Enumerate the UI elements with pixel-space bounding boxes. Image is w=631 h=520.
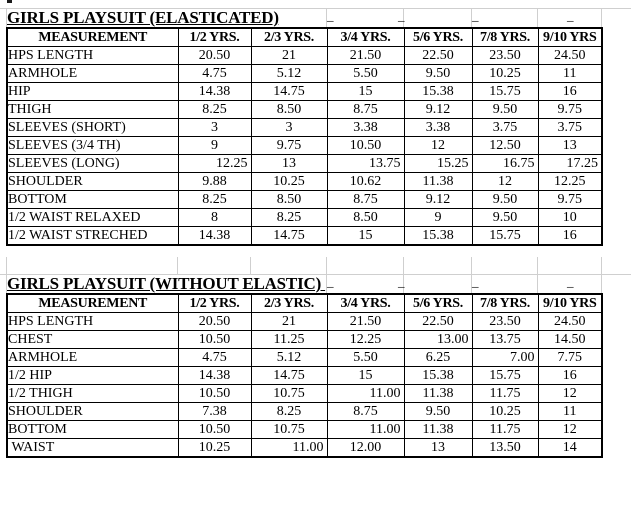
value-cell[interactable]: 16 [538, 227, 602, 246]
value-cell[interactable]: 8.25 [251, 209, 327, 227]
table-row [7, 421, 602, 439]
table-row [7, 119, 602, 137]
empty-cell-underscore: _ [398, 274, 405, 289]
value-cell[interactable]: 14.75 [251, 83, 327, 101]
value-cell[interactable]: 12 [472, 173, 538, 191]
value-cell[interactable]: 21 [251, 47, 327, 65]
value-cell[interactable]: 13.75 [327, 155, 404, 173]
row-label[interactable]: 1/2 WAIST RELAXED [7, 209, 178, 227]
value-cell[interactable]: 21.50 [327, 47, 404, 65]
value-cell[interactable]: 9.88 [178, 173, 251, 191]
sheet-gridline [537, 257, 538, 274]
value-cell[interactable]: 8.25 [178, 101, 251, 119]
value-cell[interactable]: 10.50 [327, 137, 404, 155]
column-header[interactable]: MEASUREMENT [7, 294, 178, 313]
sheet-gridline [6, 257, 7, 274]
table-row [7, 227, 602, 246]
value-cell[interactable]: 10.25 [178, 439, 251, 458]
row-label[interactable]: SLEEVES (LONG) [7, 155, 178, 173]
value-cell[interactable]: 12.50 [472, 137, 538, 155]
value-cell[interactable]: 4.75 [178, 349, 251, 367]
value-cell[interactable]: 12.00 [327, 439, 404, 458]
table-row [7, 439, 602, 458]
value-cell[interactable]: 16.75 [472, 155, 538, 173]
column-header[interactable]: 1/2 YRS. [178, 294, 251, 313]
column-header[interactable]: 3/4 YRS. [327, 294, 404, 313]
table-row [7, 367, 602, 385]
value-cell[interactable]: 8.50 [251, 101, 327, 119]
value-cell[interactable]: 11 [538, 403, 602, 421]
value-cell[interactable]: 3 [178, 119, 251, 137]
value-cell[interactable]: 5.12 [251, 349, 327, 367]
value-cell[interactable]: 20.50 [178, 313, 251, 331]
value-cell[interactable]: 15.25 [404, 155, 472, 173]
row-label[interactable]: THIGH [7, 101, 178, 119]
value-cell[interactable]: 14.38 [178, 227, 251, 246]
value-cell[interactable]: 11.38 [404, 173, 472, 191]
sheet-gridline [6, 8, 7, 27]
column-header[interactable]: 9/10 YRS [538, 28, 602, 47]
value-cell[interactable]: 15.38 [404, 227, 472, 246]
value-cell[interactable]: 15 [327, 367, 404, 385]
value-cell[interactable]: 11.38 [404, 421, 472, 439]
value-cell[interactable]: 13.50 [472, 439, 538, 458]
column-header[interactable]: 2/3 YRS. [251, 28, 327, 47]
value-cell[interactable]: 10.25 [472, 65, 538, 83]
row-label[interactable]: ARMHOLE [7, 349, 178, 367]
value-cell[interactable]: 13 [251, 155, 327, 173]
empty-cell-underscore: _ [398, 8, 405, 23]
column-header[interactable]: 9/10 YRS [538, 294, 602, 313]
value-cell[interactable]: 9 [404, 209, 472, 227]
value-cell[interactable]: 8.75 [327, 403, 404, 421]
value-cell[interactable]: 14.75 [251, 367, 327, 385]
value-cell[interactable]: 24.50 [538, 313, 602, 331]
table-title-row [6, 274, 601, 293]
value-cell[interactable]: 10 [538, 209, 602, 227]
value-cell[interactable]: 8 [178, 209, 251, 227]
value-cell[interactable]: 20.50 [178, 47, 251, 65]
value-cell[interactable]: 7.75 [538, 349, 602, 367]
empty-cell-underscore: _ [472, 274, 479, 289]
value-cell[interactable]: 10.62 [327, 173, 404, 191]
sheet-gridline [537, 8, 538, 27]
table-title[interactable]: GIRLS PLAYSUIT (WITHOUT ELASTIC) [7, 274, 326, 293]
column-header[interactable]: 7/8 YRS. [472, 294, 538, 313]
value-cell[interactable]: 10.50 [178, 385, 251, 403]
value-cell[interactable]: 11.75 [472, 421, 538, 439]
row-label[interactable]: BOTTOM [7, 191, 178, 209]
value-cell[interactable]: 11.00 [327, 385, 404, 403]
column-header[interactable]: 7/8 YRS. [472, 28, 538, 47]
empty-cell-underscore: _ [327, 8, 334, 23]
size-chart-table [6, 293, 603, 458]
value-cell[interactable]: 10.25 [472, 403, 538, 421]
row-label[interactable]: SLEEVES (SHORT) [7, 119, 178, 137]
row-label[interactable]: SLEEVES (3/4 TH) [7, 137, 178, 155]
table-row [7, 155, 602, 173]
value-cell[interactable]: 8.50 [327, 209, 404, 227]
header-row [7, 28, 602, 47]
value-cell[interactable]: 16 [538, 83, 602, 101]
row-label[interactable]: HPS LENGTH [7, 313, 178, 331]
value-cell[interactable]: 9.50 [404, 65, 472, 83]
value-cell[interactable]: 15.75 [472, 367, 538, 385]
sheet-gridline [471, 257, 472, 274]
value-cell[interactable]: 11.75 [472, 385, 538, 403]
value-cell[interactable]: 10.50 [178, 421, 251, 439]
row-label[interactable]: SHOULDER [7, 173, 178, 191]
value-cell[interactable]: 11.25 [251, 331, 327, 349]
value-cell[interactable]: 17.25 [538, 155, 602, 173]
size-chart-table [6, 27, 603, 246]
row-label[interactable]: WAIST [7, 439, 178, 458]
row-label[interactable]: 1/2 THIGH [7, 385, 178, 403]
value-cell[interactable]: 23.50 [472, 313, 538, 331]
sheet-gridline [403, 257, 404, 274]
table-row [7, 101, 602, 119]
value-cell[interactable]: 9.50 [472, 209, 538, 227]
value-cell[interactable]: 8.50 [251, 191, 327, 209]
screen-artifact [7, 0, 12, 3]
value-cell[interactable]: 9.75 [251, 137, 327, 155]
value-cell[interactable]: 12 [538, 385, 602, 403]
column-header[interactable]: 5/6 YRS. [404, 294, 472, 313]
value-cell[interactable]: 15 [327, 227, 404, 246]
table-title[interactable]: GIRLS PLAYSUIT (ELASTICATED) [7, 8, 279, 27]
value-cell[interactable]: 9.12 [404, 191, 472, 209]
value-cell[interactable]: 7.38 [178, 403, 251, 421]
value-cell[interactable]: 13.75 [472, 331, 538, 349]
sheet-gridline [537, 274, 538, 293]
value-cell[interactable]: 16 [538, 367, 602, 385]
table-row [7, 209, 602, 227]
value-cell[interactable]: 14.75 [251, 227, 327, 246]
value-cell[interactable]: 23.50 [472, 47, 538, 65]
row-label[interactable]: 1/2 HIP [7, 367, 178, 385]
row-label[interactable]: 1/2 WAIST STRECHED [7, 227, 178, 246]
empty-cell-underscore: _ [567, 8, 574, 23]
value-cell[interactable]: 12 [404, 137, 472, 155]
row-label[interactable]: HPS LENGTH [7, 47, 178, 65]
value-cell[interactable]: 12.25 [538, 173, 602, 191]
table-row [7, 137, 602, 155]
value-cell[interactable]: 6.25 [404, 349, 472, 367]
value-cell[interactable]: 9.50 [472, 191, 538, 209]
value-cell[interactable]: 13.00 [404, 331, 472, 349]
table-row [7, 65, 602, 83]
value-cell[interactable]: 8.75 [327, 191, 404, 209]
value-cell[interactable]: 3.38 [327, 119, 404, 137]
sheet-gridline [601, 257, 602, 274]
sheet-gridline [601, 8, 602, 27]
value-cell[interactable]: 5.12 [251, 65, 327, 83]
value-cell[interactable]: 14.38 [178, 367, 251, 385]
sheet-gridline [6, 274, 7, 293]
value-cell[interactable]: 10.50 [178, 331, 251, 349]
table-row [7, 313, 602, 331]
value-cell[interactable]: 3 [251, 119, 327, 137]
header-row [7, 294, 602, 313]
value-cell[interactable]: 11.38 [404, 385, 472, 403]
value-cell[interactable]: 3.75 [472, 119, 538, 137]
table-row [7, 331, 602, 349]
row-label[interactable]: SHOULDER [7, 403, 178, 421]
sheet-gridline [601, 274, 602, 293]
value-cell[interactable]: 21.50 [327, 313, 404, 331]
value-cell[interactable]: 9.12 [404, 101, 472, 119]
sheet-gridline [250, 257, 251, 274]
value-cell[interactable]: 4.75 [178, 65, 251, 83]
value-cell[interactable]: 5.50 [327, 65, 404, 83]
empty-sheet-row [0, 255, 631, 275]
value-cell[interactable]: 10.75 [251, 421, 327, 439]
value-cell[interactable]: 15.75 [472, 227, 538, 246]
value-cell[interactable]: 10.25 [251, 173, 327, 191]
table-row [7, 83, 602, 101]
value-cell[interactable]: 12 [538, 421, 602, 439]
value-cell[interactable]: 12.25 [178, 155, 251, 173]
value-cell[interactable]: 13 [404, 439, 472, 458]
value-cell[interactable]: 15.38 [404, 83, 472, 101]
value-cell[interactable]: 8.75 [327, 101, 404, 119]
value-cell[interactable]: 9 [178, 137, 251, 155]
value-cell[interactable]: 14.50 [538, 331, 602, 349]
table-girls-playsuit-without-elastic [6, 274, 601, 458]
value-cell[interactable]: 12.25 [327, 331, 404, 349]
table-girls-playsuit-elasticated [6, 8, 601, 246]
value-cell[interactable]: 15.38 [404, 367, 472, 385]
value-cell[interactable]: 15 [327, 83, 404, 101]
value-cell[interactable]: 24.50 [538, 47, 602, 65]
row-label[interactable]: CHEST [7, 331, 178, 349]
value-cell[interactable]: 10.75 [251, 385, 327, 403]
value-cell[interactable]: 22.50 [404, 47, 472, 65]
value-cell[interactable]: 3.38 [404, 119, 472, 137]
value-cell[interactable]: 3.75 [538, 119, 602, 137]
value-cell[interactable]: 9.75 [538, 191, 602, 209]
column-header[interactable]: 3/4 YRS. [327, 28, 404, 47]
value-cell[interactable]: 21 [251, 313, 327, 331]
row-label[interactable]: BOTTOM [7, 421, 178, 439]
sheet-gridline [177, 257, 178, 274]
table-row [7, 385, 602, 403]
row-label[interactable]: HIP [7, 83, 178, 101]
value-cell[interactable]: 13 [538, 137, 602, 155]
value-cell[interactable]: 15.75 [472, 83, 538, 101]
value-cell[interactable]: 11.00 [251, 439, 327, 458]
table-row [7, 349, 602, 367]
value-cell[interactable]: 11 [538, 65, 602, 83]
value-cell[interactable]: 22.50 [404, 313, 472, 331]
empty-cell-underscore: _ [567, 274, 574, 289]
value-cell[interactable]: 5.50 [327, 349, 404, 367]
value-cell[interactable]: 14 [538, 439, 602, 458]
table-row [7, 403, 602, 421]
sheet-gridline [326, 257, 327, 274]
value-cell[interactable]: 7.00 [472, 349, 538, 367]
column-header[interactable]: 1/2 YRS. [178, 28, 251, 47]
row-label[interactable]: ARMHOLE [7, 65, 178, 83]
value-cell[interactable]: 9.50 [404, 403, 472, 421]
value-cell[interactable]: 11.00 [327, 421, 404, 439]
value-cell[interactable]: 9.75 [538, 101, 602, 119]
value-cell[interactable]: 8.25 [251, 403, 327, 421]
table-title-row [6, 8, 601, 27]
column-header[interactable]: 2/3 YRS. [251, 294, 327, 313]
value-cell[interactable]: 9.50 [472, 101, 538, 119]
column-header[interactable]: 5/6 YRS. [404, 28, 472, 47]
value-cell[interactable]: 14.38 [178, 83, 251, 101]
empty-cell-underscore: _ [327, 274, 334, 289]
value-cell[interactable]: 8.25 [178, 191, 251, 209]
column-header[interactable]: MEASUREMENT [7, 28, 178, 47]
empty-cell-underscore: _ [472, 8, 479, 23]
table-row [7, 173, 602, 191]
table-row [7, 47, 602, 65]
table-row [7, 191, 602, 209]
